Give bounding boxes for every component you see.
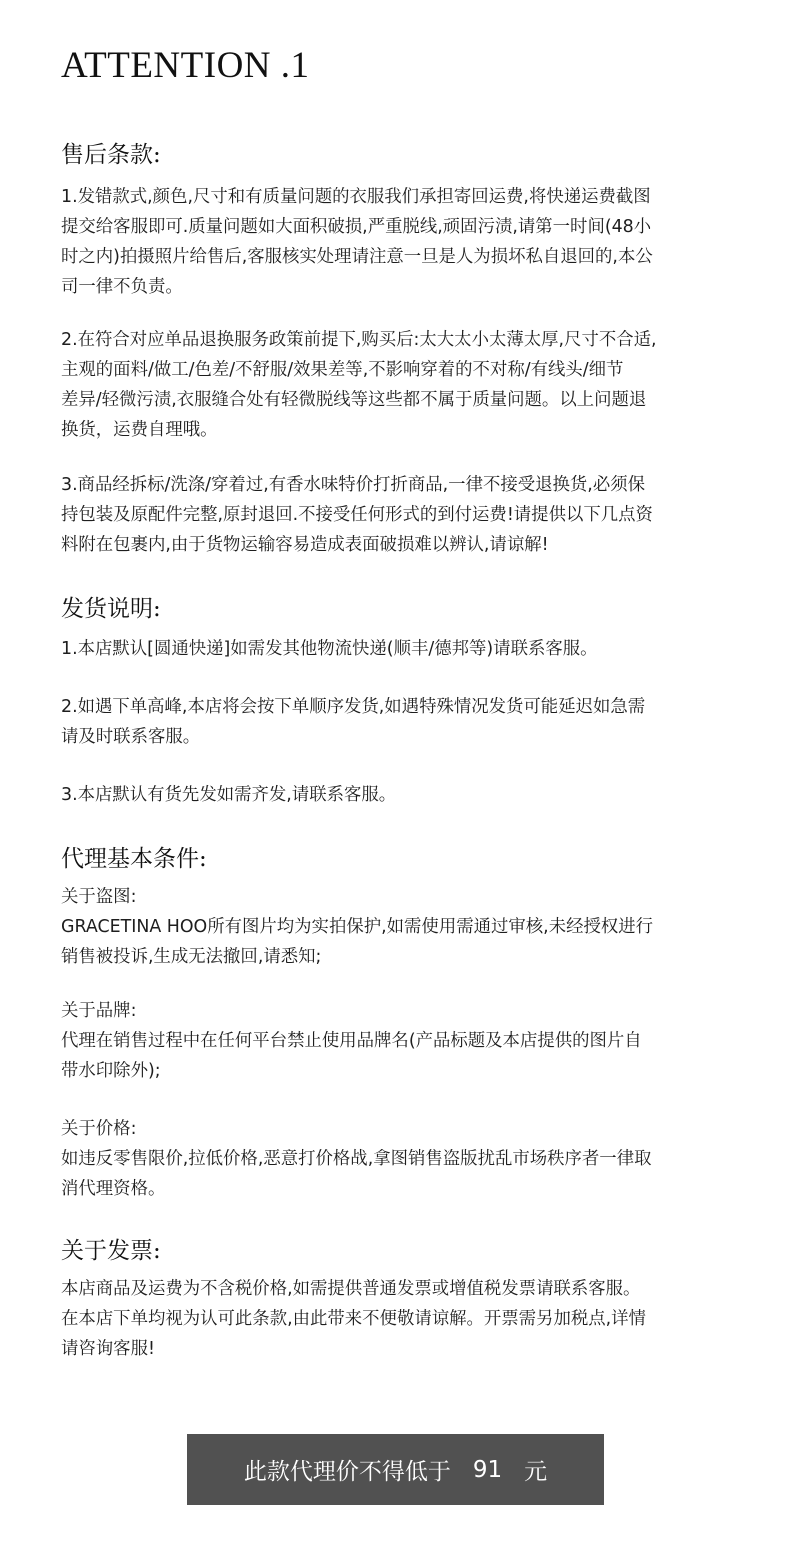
text-line: GRACETINA HOO所有图片均为实拍保护,如需使用需通过审核,未经授权进行	[61, 917, 654, 937]
agent-heading: 代理基本条件:	[61, 846, 207, 872]
text-line: 换货，运费自理哦。	[61, 420, 218, 440]
text-line: 请咨询客服!	[61, 1339, 155, 1359]
shipping-paragraph-2	[61, 692, 733, 752]
text-line: 主观的面料/做工/色差/不舒服/效果差等,不影响穿着的不对称/有线头/细节	[61, 360, 624, 380]
text-line: 消代理资格。	[61, 1179, 166, 1199]
text-line: 持包装及原配件完整,原封退回.不接受任何形式的到付运费!请提供以下几点资	[61, 505, 653, 525]
text-line: 料附在包裹内,由于货物运输容易造成表面破损难以辨认,请谅解!	[61, 535, 549, 555]
text-line: 司一律不负责。	[61, 277, 183, 297]
price-value: 91	[472, 1456, 503, 1483]
text-line: 关于价格:	[61, 1119, 137, 1139]
text-line: 如违反零售限价,拉低价格,恶意打价格战,拿图销售盗版扰乱市场秩序者一律取	[61, 1149, 652, 1169]
text-line: 时之内)拍摄照片给售后,客服核实处理请注意一旦是人为损坏私自退回的,本公	[61, 247, 653, 267]
agent-paragraph-brand	[61, 996, 733, 1086]
text-line: 2.如遇下单高峰,本店将会按下单顺序发货,如遇特殊情况发货可能延迟如急需	[61, 697, 646, 717]
text-line: 差异/轻微污渍,衣服缝合处有轻微脱线等这些都不属于质量问题。以上问题退	[61, 390, 647, 410]
text-line: 在本店下单均视为认可此条款,由此带来不便敬请谅解。开票需另加税点,详情	[61, 1309, 646, 1329]
text-line: 1.本店默认[圆通快递]如需发其他物流快递(顺丰/德邦等)请联系客服。	[61, 639, 598, 659]
text-line: 请及时联系客服。	[61, 727, 201, 747]
text-line: 3.商品经拆标/洗涤/穿着过,有香水味特价打折商品,一律不接受退换货,必须保	[61, 475, 646, 495]
text-line: 关于品牌:	[61, 1001, 137, 1021]
text-line: 关于盗图:	[61, 887, 137, 907]
agent-price-banner	[187, 1434, 604, 1505]
after-sales-paragraph-2	[61, 325, 733, 445]
text-line: 带水印除外);	[61, 1061, 161, 1081]
text-line: 本店商品及运费为不含税价格,如需提供普通发票或增值税发票请联系客服。	[61, 1279, 641, 1299]
after-sales-paragraph-1	[61, 182, 733, 302]
shipping-paragraph-1	[61, 634, 733, 664]
text-line: 2.在符合对应单品退换服务政策前提下,购买后:太大太小太薄太厚,尺寸不合适,	[61, 330, 657, 350]
invoice-heading: 关于发票:	[61, 1238, 161, 1264]
text-line: 1.发错款式,颜色,尺寸和有质量问题的衣服我们承担寄回运费,将快递运费截图	[61, 187, 651, 207]
invoice-paragraph	[61, 1274, 733, 1364]
text-line: 3.本店默认有货先发如需齐发,请联系客服。	[61, 785, 397, 805]
agent-paragraph-image-theft	[61, 882, 733, 972]
page-title: ATTENTION .1	[61, 45, 310, 86]
after-sales-paragraph-3	[61, 470, 733, 560]
text-line: 销售被投诉,生成无法撤回,请悉知;	[61, 947, 322, 967]
text-line: 提交给客服即可.质量问题如大面积破损,严重脱线,顽固污渍,请第一时间(48小	[61, 217, 652, 237]
text-line: 代理在销售过程中在任何平台禁止使用品牌名(产品标题及本店提供的图片自	[61, 1031, 642, 1051]
agent-paragraph-price	[61, 1114, 733, 1204]
after-sales-heading: 售后条款:	[61, 142, 161, 168]
price-unit: 元	[524, 1459, 548, 1485]
shipping-paragraph-3	[61, 780, 733, 810]
price-prefix: 此款代理价不得低于	[243, 1459, 451, 1485]
shipping-heading: 发货说明:	[61, 596, 161, 622]
